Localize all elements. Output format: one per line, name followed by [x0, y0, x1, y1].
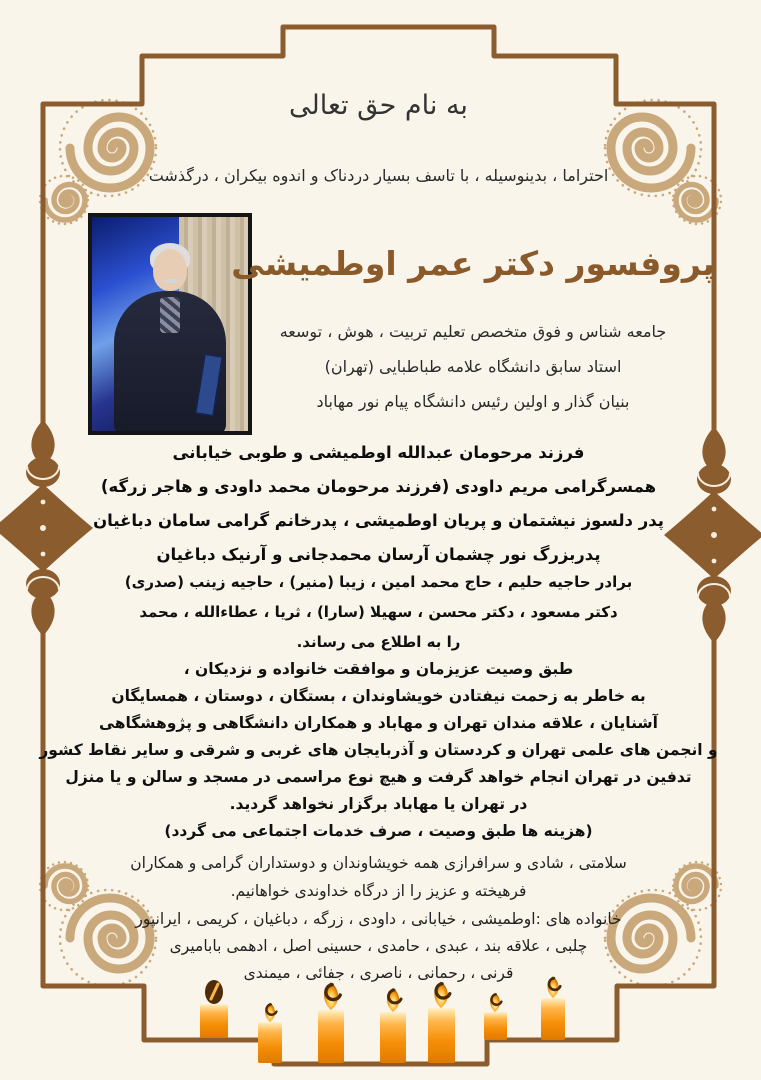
will-line: در تهران یا مهاباد برگزار نخواهد گردید. [229, 795, 528, 813]
lineage-line: پدربزرگ نور چشمان آرسان محمدجانی و آرنیک دباغیان [156, 545, 601, 564]
candle [318, 982, 344, 1063]
intro-text: احتراما ، بدینوسیله ، با تاسف بسیار دردناک و اندوه بیکران ، درگذشت [148, 166, 609, 185]
prayer-line: سلامتی ، شادی و سرافرازی همه خویشاوندان و دوستداران گرامی و همکاران [130, 854, 627, 872]
figure-mustache [163, 279, 178, 283]
lineage-line: پدر دلسوز نیشتمان و پریان اوطمیشی ، پدرخانم گرامی سامان دباغیان [93, 511, 664, 530]
candle [484, 993, 507, 1040]
candle [380, 988, 406, 1063]
will-line: طبق وصیت عزیزمان و موافقت خانواده و نزدیکان ، [183, 660, 574, 678]
bismillah-text: به نام حق تعالی [289, 90, 468, 121]
candle [200, 980, 228, 1038]
siblings-line: دکتر مسعود ، دکتر محسن ، سهیلا (سارا) ، ثریا ، عطاءالله ، محمد [139, 603, 618, 621]
lineage-line: فرزند مرحومان عبدالله اوطمیشی و طوبی خیابانی [172, 443, 585, 462]
announcement-line: را به اطلاع می رساند. [296, 633, 461, 651]
bismillah-heading [43, 90, 714, 121]
will-line: به خاطر به زحمت نیفتادن خویشاوندان ، بستگان ، دوستان ، همسایگان [111, 687, 646, 705]
families-line: چلبی ، علاقه بند ، عبدی ، حامدی ، حسینی اصل ، ادهمی بابامیری [169, 937, 588, 955]
prayer-line: فرهیخته و عزیز را از درگاه خداوندی خواهانیم. [230, 882, 527, 900]
candle [428, 982, 455, 1063]
figure-scarf [160, 297, 180, 333]
will-and-ceremony-block [39, 656, 718, 845]
role-line: جامعه شناس و فوق متخصص تعلیم تربیت ، هوش ، توسعه [279, 322, 667, 341]
families-list-block [43, 906, 714, 987]
role-line: بنیان گذار و اولین رئیس دانشگاه پیام نور مهاباد [316, 392, 630, 411]
will-line: آشنایان ، علاقه مندان تهران و مهاباد و همکاران دانشگاهی و پژوهشگاهی [99, 714, 658, 732]
figure-face [153, 249, 187, 291]
prayer-block [43, 849, 714, 905]
deceased-portrait-photo [88, 213, 252, 435]
memorial-candles [200, 976, 565, 1063]
role-line: استاد سابق دانشگاه علامه طباطبایی (تهران) [324, 357, 622, 376]
siblings-line: برادر حاجیه حلیم ، حاج محمد امین ، زیبا (منیر) ، حاجیه زینب (صدری) [124, 573, 633, 591]
siblings-block [43, 567, 714, 657]
deceased-roles-block [243, 314, 703, 419]
will-line: (هزینه ها طبق وصیت ، صرف خدمات اجتماعی می گردد) [164, 822, 593, 840]
families-line: خانواده های :اوطمیشی ، خیابانی ، داودی ، زرگه ، دباغیان ، کریمی ، ایرانپور [135, 910, 622, 928]
families-line: قرنی ، رحمانی ، ناصری ، جفائی ، میمندی [243, 964, 514, 982]
lineage-line: همسرگرامی مریم داودی (فرزند مرحومان محمد داودی و هاجر زرگه) [100, 477, 657, 496]
candle [258, 1003, 282, 1063]
deceased-name-text: پروفسور دکتر عمر اوطمیشی [231, 244, 715, 283]
will-line: تدفین در تهران انجام خواهد گرفت و هیچ نوع مراسمی در مسجد و سالن و یا منزل [65, 768, 692, 786]
intro-line [43, 166, 714, 185]
deceased-name-title [231, 244, 715, 283]
family-lineage-block [43, 436, 714, 572]
will-line: و انجمن های علمی تهران و کردستان و آذربایجان های غربی و شرقی و سایر نقاط کشور [39, 741, 718, 759]
